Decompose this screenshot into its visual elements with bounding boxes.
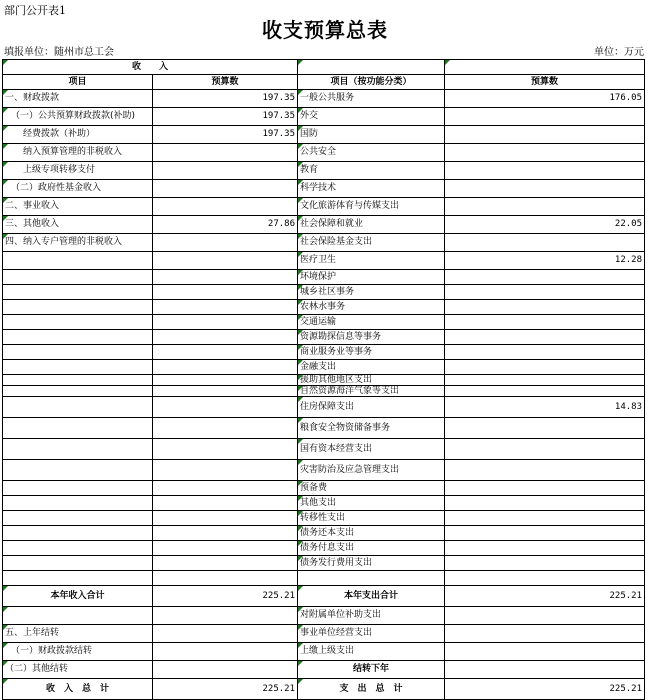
- grand-expense-total: 225.21: [445, 679, 645, 700]
- table-row: [3, 315, 645, 330]
- expense-item: 环境保护: [298, 270, 445, 285]
- income-amount: [153, 234, 298, 252]
- income-item: 五、上年结转: [3, 625, 153, 643]
- expense-group-header-2: [445, 60, 645, 75]
- expense-amount: 22.05: [445, 216, 645, 234]
- income-amount: [153, 300, 298, 315]
- empty-cell: [153, 571, 298, 586]
- expense-item: 交通运输: [298, 315, 445, 330]
- income-amount: [153, 439, 298, 460]
- expense-amount: [445, 556, 645, 571]
- income-amount: [153, 270, 298, 285]
- table-row: [3, 270, 645, 285]
- income-item: 一、财政拨款: [3, 90, 153, 108]
- expense-item: 上缴上级支出: [298, 643, 445, 661]
- expense-item: 国有资本经营支出: [298, 439, 445, 460]
- income-amount: [153, 418, 298, 439]
- table-row: [3, 330, 645, 345]
- expense-item: 粮食安全物资储备事务: [298, 418, 445, 439]
- expense-item: 债务付息支出: [298, 541, 445, 556]
- income-item: [3, 418, 153, 439]
- expense-amount: [445, 234, 645, 252]
- expense-amount: [445, 439, 645, 460]
- income-amount: [153, 511, 298, 526]
- income-item: [3, 439, 153, 460]
- column-header-row: [3, 75, 645, 90]
- expense-amount: [445, 144, 645, 162]
- empty-cell: [445, 571, 645, 586]
- expense-amount: [445, 108, 645, 126]
- income-amount: [153, 481, 298, 496]
- expense-item: 商业服务业等事务: [298, 345, 445, 360]
- year-income-total: 225.21: [153, 586, 298, 607]
- expense-item: 自然资源海洋气象等支出: [298, 386, 445, 397]
- income-item: [3, 556, 153, 571]
- expense-item: 灾害防治及应急管理支出: [298, 460, 445, 481]
- income-item: [3, 607, 153, 625]
- income-amount: [153, 526, 298, 541]
- expense-amount: [445, 126, 645, 144]
- col-budget-2: 预算数: [445, 75, 645, 90]
- expense-item: 外交: [298, 108, 445, 126]
- expense-amount: [445, 162, 645, 180]
- expense-group-header: [298, 60, 445, 75]
- expense-amount: [445, 386, 645, 397]
- table-row: [3, 556, 645, 571]
- income-item: 纳入预算管理的非税收入: [3, 144, 153, 162]
- table-row: [3, 345, 645, 360]
- grand-income-total: 225.21: [153, 679, 298, 700]
- expense-amount: [445, 330, 645, 345]
- expense-item: 预备费: [298, 481, 445, 496]
- expense-amount: [445, 285, 645, 300]
- table-row: [3, 607, 645, 625]
- page-title: 收支预算总表: [262, 18, 388, 42]
- table-row: [3, 300, 645, 315]
- income-item: [3, 360, 153, 375]
- expense-item: 国防: [298, 126, 445, 144]
- table-row: [3, 90, 645, 108]
- income-amount: [153, 285, 298, 300]
- empty-cell: [3, 571, 153, 586]
- table-row: [3, 625, 645, 643]
- expense-amount: [445, 315, 645, 330]
- table-row: [3, 285, 645, 300]
- group-header-row: [3, 60, 645, 75]
- expense-item: 金融支出: [298, 360, 445, 375]
- income-amount: [153, 460, 298, 481]
- table-row: [3, 439, 645, 460]
- income-amount: [153, 643, 298, 661]
- table-row: [3, 643, 645, 661]
- col-budget: 预算数: [153, 75, 298, 90]
- expense-item: 教育: [298, 162, 445, 180]
- income-amount: [153, 198, 298, 216]
- expense-amount: [445, 643, 645, 661]
- expense-amount: [445, 496, 645, 511]
- expense-item: 科学技术: [298, 180, 445, 198]
- table-row: [3, 511, 645, 526]
- income-amount: [153, 397, 298, 418]
- expense-amount: [445, 375, 645, 386]
- income-amount: [153, 625, 298, 643]
- expense-item: 转移性支出: [298, 511, 445, 526]
- expense-item: 一般公共服务: [298, 90, 445, 108]
- expense-item: 社会保障和就业: [298, 216, 445, 234]
- expense-amount: [445, 418, 645, 439]
- table-row: [3, 108, 645, 126]
- report-number: 部门公开表1: [4, 4, 66, 17]
- expense-amount: [445, 481, 645, 496]
- expense-item: 其他支出: [298, 496, 445, 511]
- income-amount: [153, 144, 298, 162]
- grand-expense-label: 支 出 总 计: [298, 679, 445, 700]
- income-amount: [153, 556, 298, 571]
- expense-item: 债务还本支出: [298, 526, 445, 541]
- income-item: [3, 511, 153, 526]
- table-row: [3, 481, 645, 496]
- expense-item: 社会保险基金支出: [298, 234, 445, 252]
- income-item: [3, 252, 153, 270]
- table-row: [3, 198, 645, 216]
- spacer-row: [3, 571, 645, 586]
- table-row: [3, 496, 645, 511]
- income-amount: [153, 360, 298, 375]
- table-row: [3, 397, 645, 418]
- expense-item: 对附属单位补助支出: [298, 607, 445, 625]
- income-item: （二）其他结转: [3, 661, 153, 679]
- expense-item: 援助其他地区支出: [298, 375, 445, 386]
- income-item: [3, 496, 153, 511]
- year-expense-total: 225.21: [445, 586, 645, 607]
- expense-item: 文化旅游体育与传媒支出: [298, 198, 445, 216]
- income-item: [3, 270, 153, 285]
- empty-cell: [298, 571, 445, 586]
- table-row: [3, 375, 645, 386]
- income-item: （二）政府性基金收入: [3, 180, 153, 198]
- income-amount: [153, 252, 298, 270]
- expense-item: 农林水事务: [298, 300, 445, 315]
- table-row: [3, 386, 645, 397]
- expense-amount: [445, 526, 645, 541]
- income-amount: [153, 162, 298, 180]
- table-row: [3, 661, 645, 679]
- expense-amount: [445, 198, 645, 216]
- table-row: [3, 234, 645, 252]
- table-row: [3, 460, 645, 481]
- col-item: 项目: [3, 75, 153, 90]
- income-item: [3, 330, 153, 345]
- year-total-row: [3, 586, 645, 607]
- year-income-total-label: 本年收入合计: [3, 586, 153, 607]
- grand-income-label: 收 入 总 计: [3, 679, 153, 700]
- income-item: [3, 526, 153, 541]
- income-amount: [153, 315, 298, 330]
- expense-amount: [445, 607, 645, 625]
- reporting-unit: 填报单位：随州市总工会: [4, 47, 114, 58]
- expense-item: 事业单位经营支出: [298, 625, 445, 643]
- expense-amount: [445, 180, 645, 198]
- expense-amount: 12.28: [445, 252, 645, 270]
- income-item: [3, 541, 153, 556]
- income-item: [3, 481, 153, 496]
- expense-item: 结转下年: [298, 661, 445, 679]
- income-item: 经费拨款（补助）: [3, 126, 153, 144]
- expense-item: 资源勘探信息等事务: [298, 330, 445, 345]
- expense-amount: [445, 360, 645, 375]
- table-row: [3, 216, 645, 234]
- income-item: 上级专项转移支付: [3, 162, 153, 180]
- income-item: 四、纳入专户管理的非税收入: [3, 234, 153, 252]
- income-item: [3, 345, 153, 360]
- expense-amount: [445, 625, 645, 643]
- income-item: （一）财政拨款结转: [3, 643, 153, 661]
- income-item: [3, 397, 153, 418]
- income-amount: 197.35: [153, 126, 298, 144]
- table-row: [3, 180, 645, 198]
- expense-amount: 14.83: [445, 397, 645, 418]
- expense-amount: [445, 511, 645, 526]
- income-item: 二、事业收入: [3, 198, 153, 216]
- expense-item: 住房保障支出: [298, 397, 445, 418]
- income-item: [3, 285, 153, 300]
- income-item: [3, 300, 153, 315]
- income-item: （一）公共预算财政拨款(补助): [3, 108, 153, 126]
- expense-item: 债务发行费用支出: [298, 556, 445, 571]
- table-row: [3, 541, 645, 556]
- income-amount: [153, 345, 298, 360]
- expense-amount: [445, 300, 645, 315]
- table-row: [3, 418, 645, 439]
- income-amount: [153, 541, 298, 556]
- table-row: [3, 162, 645, 180]
- income-item: [3, 386, 153, 397]
- expense-amount: [445, 460, 645, 481]
- table-row: [3, 526, 645, 541]
- expense-item: 医疗卫生: [298, 252, 445, 270]
- income-amount: [153, 386, 298, 397]
- income-amount: 197.35: [153, 90, 298, 108]
- income-amount: [153, 607, 298, 625]
- income-group-header: 收 入: [3, 60, 298, 75]
- expense-amount: [445, 661, 645, 679]
- income-amount: [153, 661, 298, 679]
- expense-item: 城乡社区事务: [298, 285, 445, 300]
- col-item-func: 项目（按功能分类）: [298, 75, 445, 90]
- income-amount: [153, 330, 298, 345]
- income-item: 三、其他收入: [3, 216, 153, 234]
- income-item: [3, 315, 153, 330]
- budget-table: [2, 59, 645, 700]
- income-item: [3, 460, 153, 481]
- expense-item: 公共安全: [298, 144, 445, 162]
- year-expense-total-label: 本年支出合计: [298, 586, 445, 607]
- income-amount: 197.35: [153, 108, 298, 126]
- income-amount: [153, 180, 298, 198]
- table-row: [3, 126, 645, 144]
- expense-amount: 176.05: [445, 90, 645, 108]
- income-amount: [153, 375, 298, 386]
- income-item: [3, 375, 153, 386]
- expense-amount: [445, 270, 645, 285]
- table-row: [3, 144, 645, 162]
- income-amount: [153, 496, 298, 511]
- table-row: [3, 252, 645, 270]
- expense-amount: [445, 345, 645, 360]
- expense-amount: [445, 541, 645, 556]
- currency-unit: 单位：万元: [594, 47, 644, 58]
- income-amount: 27.86: [153, 216, 298, 234]
- table-row: [3, 360, 645, 375]
